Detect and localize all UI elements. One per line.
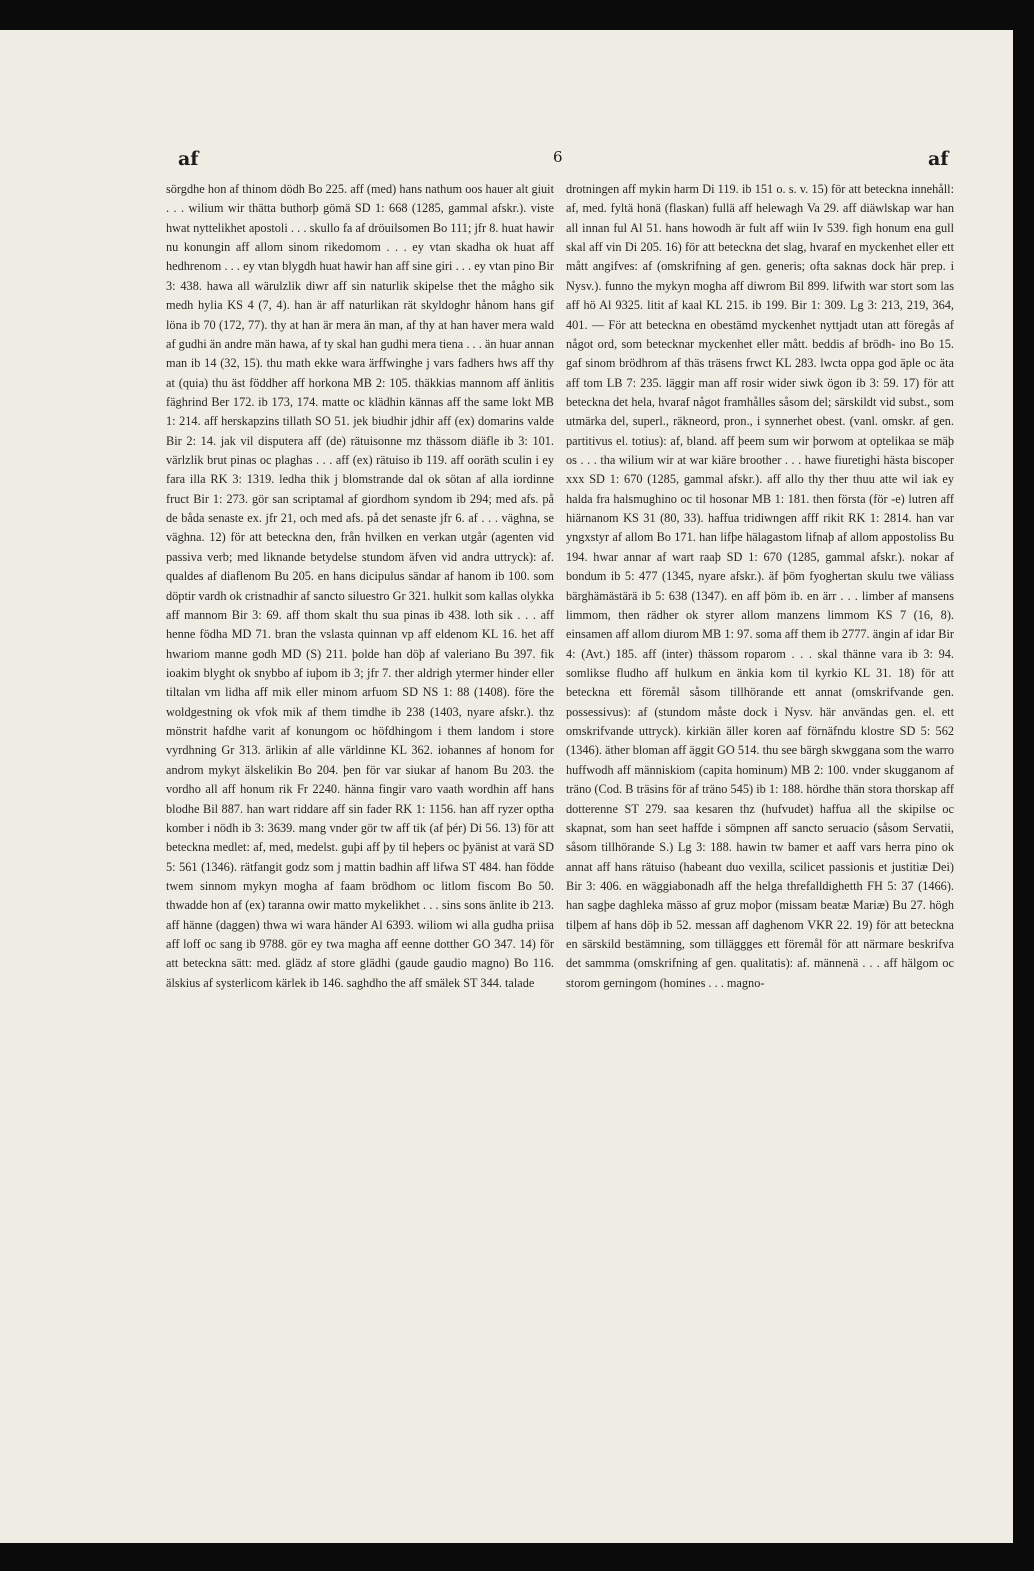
column-text-right: drotningen aff mykin harm Di 119. ib 151 o. s. v. 15) för att beteckna innehåll: af, med. fyltä honä (flaskan) fullä aff helewagh Va 29. aff diäwlskap war han all innan ful Al 51. hans howodh är fult aff wiin Iv 539. figh honum ena gull skal aff vin Di 205. 16) för att beteckna det slag, hvaraf en myckenhet eller ett mått angifves: af (omskrifning af gen. generis; ofta saknas dock här prep. i Nysv.). funno the mykyn mogha aff diwrom Bil 899. lifwith war stort som las aff hö Al 9325. litit af kaal KL 215. ib 199. Bir 1: 309. Lg 3: 213, 219, 364, 401. — För att beteckna en obestämd myckenhet nyttjadt utan att föregås af något ord, som betecknar myckenhet eller mått. beddis af brödh- ino Bo 15. gaf sinom brödhrom af thäs träsens frwct KL 283. lwcta oppa god äple oc äta aff tom LB 7: 235. läggir man aff rosir wider siwk ögon ib 3: 59. 17) för att beteckna det hela, hvaraf något framhålles såsom del; särskildt vid subst., som utmärka del, superl., räkneord, pron., i synnerhet obest. (vanl. omskr. af gen. partitivus el. totius): af, bland. aff þeem sum wir þorwom at optelikaa se mäþ os . . . tha wilium wir at war kiäre broother . . . hawe fiuretighi hästa biscoper xxx SD 1: 670 (1285, gammal afskr.). aff allo thy ther thuu atte wil iak ey halda fra halsmughino oc til hosonar MB 1: 181. then första (för -e) lutren aff hiärnanom KS 31 (80, 33). haffua tridiwngen afff rikit RK 1: 2814. han var yngxstyr af allom Bo 171. han lifþe hälagastom lifnaþ af allom appostoliss Bu 194. hwar annar af wart raaþ SD 1: 670 (1285, gammal afskr.). nokar af bondum ib 5: 477 (1345, nyare afskr.). äf þöm fyoghertan skulu twe väliass bärghämästärä ib 5: 638 (1347). en aff þöm ib. en ärr . . . limber af mansens limmom, then rädher ok styrer allom manzens limmom KS 7 (16, 8). einsamen aff allom diurom MB 1: 97. soma aff them ib 2777. ängin af idar Bir 4: (Avt.) 185. aff (inter) thässom roparom . . . skal thänne vara ib 3: 94. somlikse fludho aff hulkum en änkia kom til kyrkio KL 31. 18) för att beteckna ett föremål såsom tillhörande ett annat (omskrifvande gen. possessivus): af (stundom måste dock i Nysv. här användas gen. el. ett omskrifvande uttryck). kirkiän äller koren aaf förnäfndu klostre SD 5: 562 (1346). äther bloman aff äggit GO 514. thu see bärgh skwggana som the warro huffwodh aff människiom (capita hominum) MB 2: 100. vnder skugganom af träno (Cod. B träsins för af träno 545) ib 1: 188. hördhe thän stora thorskap aff dotterenne ST 279. saa kesaren thz (hufvudet) haffua all the skipilse oc skapnat, som han seet haffde i sömpnen aff sancto seruacio (såsom Servatii, såsom tillhörande S.) Lg 3: 188. hawin tw bamer et aaff vars herra pino ok annat aff hans rätuiso (habeant duo vexilla, scilicet passionis et justitiæ Dei) Bir 3: 406. en wäggiabonadh aff the helga threfalldighetth FH 5: 37 (1466). han sagþe daghleka mässo af gruz moþor (missam beatæ Mariæ) Bu 27. högh tilþem af hans döþ ib 52. messan aff daghenom VKR 22. 19) för att beteckna en särskild bestämning, som tilläggges ett föremål för att närmare beskrifva det sammma (omskrifning af gen. qualitatis): af. männenä . . . aff hälgom oc storom gerningom (homines . . . magno-	[566, 182, 954, 990]
page-number: 6	[553, 148, 563, 166]
running-headword-right: af	[928, 148, 949, 170]
column-text-left: sörgdhe hon af thinom dödh Bo 225. aff (med) hans nathum oos hauer alt giuit . . . wilium wir thätta buthorþ gömä SD 1: 668 (1285, gammal afskr.). viste hwat nyttelikhet apostoli . . . skullo fa af dröuilsomen Bo 111; jfr 8. huat hawir nu konungin aff allom sinom rikedomom . . . ey vtan skadha ok huat aff hedhrenom . . . ey vtan blygdh huat hawir han aff sine giri . . . ey vtan pino Bir 3: 438. hawa all wärulzlik diwr aff sin naturlik skipelse thet the mågho sik medh hylia KS 4 (7, 4). han är aff naturlikan rät skyldoghr hånom hans gif löna ib 70 (172, 77). thy at han är mera än man, af thy at han haver mera wald af gudhi än andre män hawa, af ty skal han gudhi mera tiena . . . än huar annan man ib 14 (32, 15). thu math ekke wara ärffwinghe j vars fadhers hws aff thy at (quia) thu äst föddher aff horkona MB 2: 105. thäkkias mannom aff änlitis fäghrind Ber 172. ib 173, 174. matte oc klädhin kännas aff the same lokt MB 1: 214. aff herskapzins tillath SO 51. jek biudhir jdhir aff (ex) domarins valde Bir 2: 14. jak vil disputera aff (de) rätuisonne mz thässom diäfle ib 3: 101. värlzlik brut pinas oc plaghas . . . aff (ex) rätuiso ib 119. aff ooräth sculin i ey fara illa RK 3: 1319. ledha thik j blomstrande dal ok sötan af alla iordinne fruct Bir 1: 273. gör san scriptamal af giordhom syndom ib 294; med afs. på de båda senaste ex. jfr 21, och med afs. på det senaste jfr 6. af . . . väghna, se väghna. 12) för att beteckna den, från hvilken en verkan utgår (agenten vid passiva verb; med liknande betydelse stundom äfven vid andra uttryck): af. qualdes af diaflenom Bu 205. en hans dicipulus sändar af hanom ib 100. som döptir vardh ok cristnadhir af sancto siluestro Gr 321. hulkit som kallas olykka aff mannom Bir 3: 69. aff thom skalt thu sua pinas ib 438. loth sik . . . aff henne födha MD 71. bran the vslasta quinnan vp aff eldenom KL 16. het aff hwariom manne godh MD (S) 211. þolde han döþ af valeriano Bu 397. fik ioakim blyght ok snybbo af iuþom ib 3; jfr 7. ther aldrigh ytermer hinder eller tiltalan vm lidha aff mik eller minom arfuom SD NS 1: 88 (1408). före the woldgestning ok vfok mik af them timdhe ib 238 (1403, nyare afskr.). thz mönstrit hafdhe varit af konungom oc höfdhingom i them landom i store vyrdhning Gr 313. ärlikin af alle världinne KL 362. iohannes af honom for androm mykyt älskelikin Bo 204. þen för var siukar af hanom Bu 203. the vordho all aff honum rik Fr 2240. hänna fingir varo vaath wordhin aff hans blodhe Bil 887. han wart riddare aff sin fader RK 1: 1156. han aff ryzer optha komber i nödh ib 3: 3639. mang vnder gör tw aff tik (af þér) Di 56. 13) för att beteckna medlet: af, med, medelst. guþi aff þy til heþers oc þyänist at varä SD 5: 561 (1346). rätfangit godz som j mattin badhin aff lifwa ST 484. han födde twem sinnom mykyn mogha af faam brödhom oc litlom fiscom Bo 50. thwadde hon af (ex) taranna owir matto mykelikhet . . . sins sons änlite ib 213. aff hänne (daggen) thwa wi wara händer Al 6393. wiliom wi alla gudha priisa aff loff oc sang ib 9788. gör ey twa magha aff eenne dotther GO 347. 14) för att beteckna sätt: med. glädz af store glädhi (gaude gaudio magno) Bo 116. älskius af systerlicom kärlek ib 146. saghdho the aff smälek ST 344. talade	[166, 182, 554, 990]
page-header	[0, 148, 1013, 178]
text-column-left	[166, 180, 554, 993]
text-column-right	[566, 180, 954, 993]
running-headword-left: af	[178, 148, 199, 170]
dictionary-page	[0, 30, 1013, 1543]
